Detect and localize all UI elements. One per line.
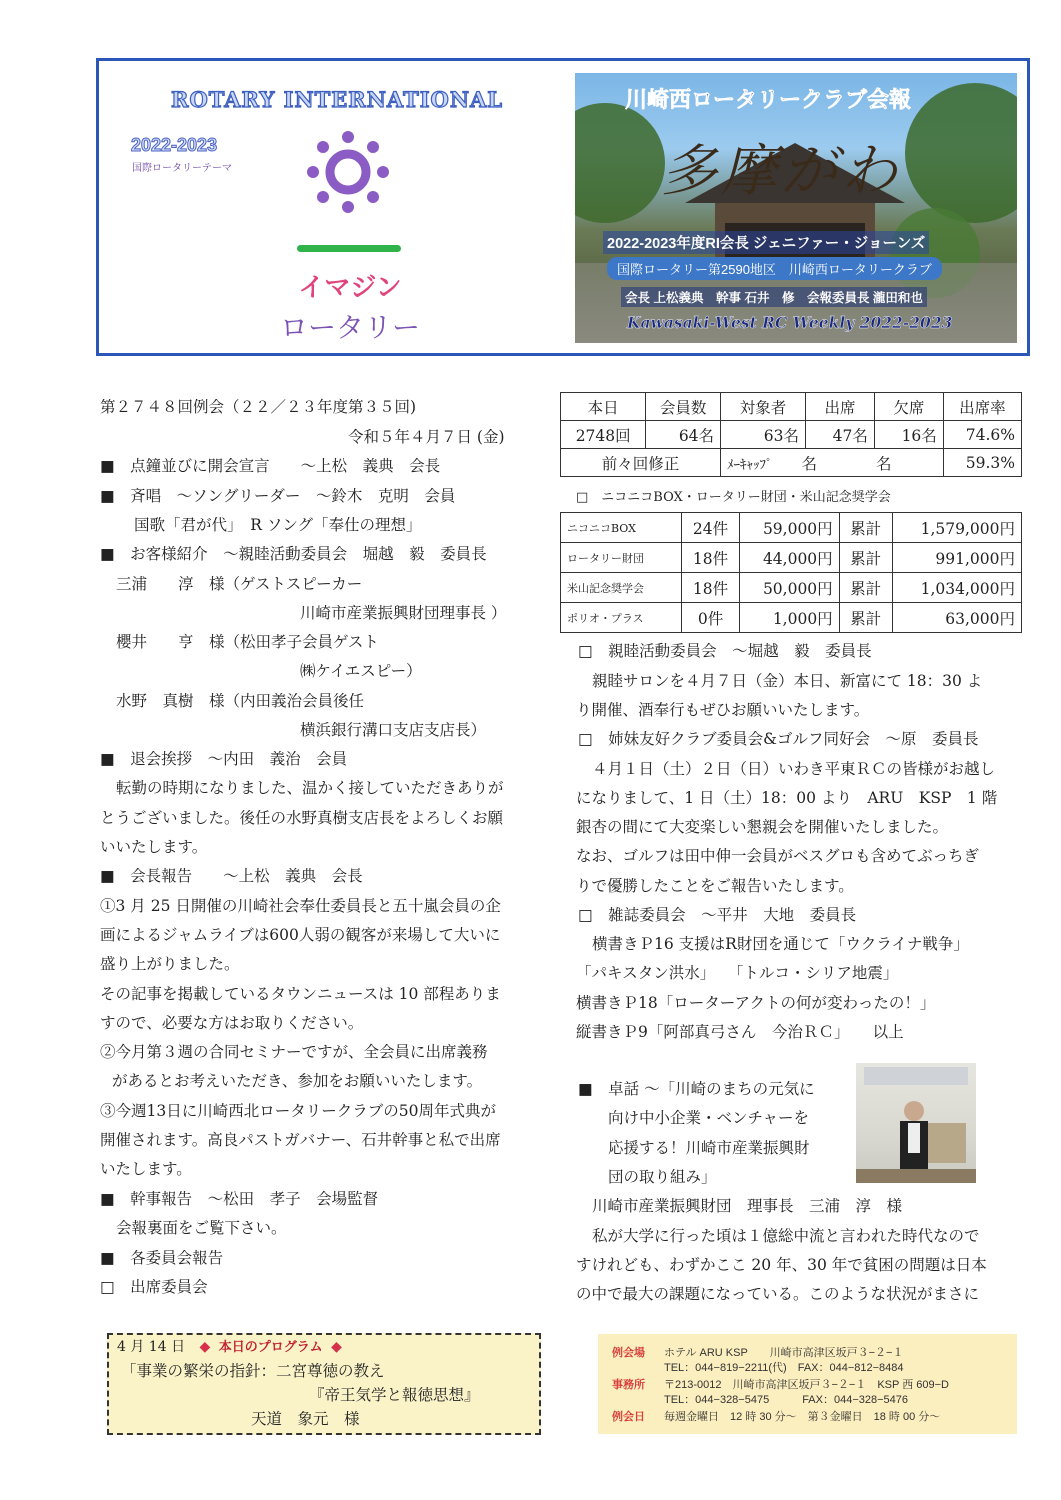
day-key: 例会日 xyxy=(612,1411,645,1423)
talk-title: 団の取り組み」 xyxy=(608,1168,717,1186)
right-line: □ 雑誌委員会 ～平井 大地 委員長 xyxy=(578,906,857,924)
right-line: □ 姉妹友好クラブ委員会&ゴルフ同好会 ～原 委員長 xyxy=(578,730,979,748)
ri-theme-label: 国際ロータリーテーマ xyxy=(132,163,232,174)
left-line: ■ 斉唱 ～ソングリーダー ～鈴木 克明 会員 xyxy=(100,487,456,505)
left-line: 国歌「君が代」 R ソング「奉仕の理想」 xyxy=(134,516,422,534)
venue-line: ホテル ARU KSP 川崎市高津区坂戸３−２−１ xyxy=(664,1347,904,1359)
talk-body: 私が大学に行った頃は１億総中流と言われた時代なので xyxy=(592,1227,980,1245)
left-line: とうございました。後任の水野真樹支店長をよろしくお願 xyxy=(100,809,504,827)
table-cell: 63名 xyxy=(721,421,806,449)
donation-amount: 1,000円 xyxy=(740,603,840,633)
right-line: ４月１日（土）２日（日）いわき平東ＲＣの皆様がお越し xyxy=(592,760,996,778)
right-line: りで優勝したことをご報告いたします。 xyxy=(576,877,854,895)
diamond-icon: ◆ xyxy=(331,1339,342,1355)
donation-count: 18件 xyxy=(682,543,740,573)
left-line: 会報裏面をご覧下さい。 xyxy=(116,1219,287,1237)
left-line: があるとお考えいただき、参加をお願いいたします。 xyxy=(112,1072,483,1090)
right-line: 「パキスタン洪水」 「トルコ・シリア地震」 xyxy=(576,964,899,982)
program-header xyxy=(117,1337,342,1358)
donation-total: 1,579,000円 xyxy=(892,513,1021,543)
makeup-unit: 名 xyxy=(875,454,892,473)
table-header: 出席 xyxy=(806,393,875,421)
right-line: 親睦サロンを４月７日（金）本日、新富にて 18：30 よ xyxy=(592,672,983,690)
table-cell: 2748回 xyxy=(561,421,646,449)
district-line: 国際ロータリー第2590地区 川崎西ロータリークラブ xyxy=(607,257,942,280)
table-cell: 74.6% xyxy=(943,421,1021,449)
donation-name: ニコニコBOX xyxy=(561,513,682,543)
left-line: 川崎市産業振興財団理事長 ） xyxy=(300,604,507,622)
diamond-icon: ◆ xyxy=(199,1339,211,1355)
donations-table xyxy=(560,512,1022,633)
left-line: ①3 月 25 日開催の川崎社会奉仕委員長と五十嵐会員の企 xyxy=(100,897,501,915)
left-line: ■ 退会挨拶 ～内田 義治 会員 xyxy=(100,750,348,768)
meeting-number: 第２７４８回例会（２２／２３年度第３５回) xyxy=(100,398,417,416)
program-box xyxy=(107,1333,541,1435)
left-line: 水野 真樹 様（内田義治会員後任 xyxy=(116,692,365,710)
left-line: 横浜銀行溝口支店支店長） xyxy=(300,721,487,739)
donation-name: ロータリー財団 xyxy=(561,543,682,573)
program-date: 4 月 14 日 xyxy=(117,1339,186,1355)
left-line: 転勤の時期になりました、温かく接していただきありが xyxy=(116,779,504,797)
donation-amount: 59,000円 xyxy=(740,513,840,543)
left-line: 画によるジャムライブは600人弱の観客が来場して大いに xyxy=(100,926,501,944)
talk-body: すけれども、わずかここ 20 年、30 年で貧困の問題は日本 xyxy=(576,1256,987,1274)
table-row xyxy=(561,543,1022,573)
program-speaker: 天道 象元 様 xyxy=(251,1410,360,1428)
donation-amount: 50,000円 xyxy=(740,573,840,603)
donation-name: 米山記念奨学会 xyxy=(561,573,682,603)
table-row xyxy=(561,421,1022,449)
left-line: ③今週13日に川崎西北ロータリークラブの50周年式典が xyxy=(100,1102,496,1120)
attendance-table xyxy=(560,392,1022,477)
right-line: 縦書きＰ9「阿部真弓さん 今治ＲＣ」 以上 xyxy=(576,1023,904,1041)
left-line: ㈱ケイエスピー） xyxy=(300,662,422,680)
table-cell: 47名 xyxy=(806,421,875,449)
right-line: 銀杏の間にて大変楽しい懇親会を開催いたしました。 xyxy=(576,818,949,836)
left-line: □ 出席委員会 xyxy=(100,1278,208,1296)
donation-total: 991,000円 xyxy=(892,543,1021,573)
left-line: ■ 幹事報告 ～松田 孝子 会場監督 xyxy=(100,1190,379,1208)
office-key: 事務所 xyxy=(612,1379,645,1391)
header-photo xyxy=(575,73,1017,343)
masthead xyxy=(96,58,1030,356)
makeup-unit: 名 xyxy=(801,454,817,473)
club-bulletin-title: 川崎西ロータリークラブ会報 xyxy=(625,87,912,112)
donation-count: 18件 xyxy=(682,573,740,603)
left-line: ■ 会長報告 ～上松 義典 会長 xyxy=(100,867,363,885)
speaker-line: 川崎市産業振興財団 理事長 三浦 淳 様 xyxy=(592,1197,903,1215)
imagine-text: イマジン xyxy=(298,272,402,302)
table-header: 本日 xyxy=(561,393,646,421)
table-row xyxy=(561,449,1022,477)
table-cell: 64名 xyxy=(646,421,721,449)
talk-title: 向け中小企業・ベンチャーを xyxy=(608,1109,810,1127)
left-line: すので、必要な方はお取りください。 xyxy=(100,1014,364,1032)
rotary-text: ロータリー xyxy=(279,312,420,343)
table-header: 出席率 xyxy=(943,393,1021,421)
ri-president-line: 2022-2023年度RI会長 ジェニファー・ジョーンズ xyxy=(603,231,929,254)
program-line1: 「事業の繁栄の指針：二宮尊徳の教え xyxy=(121,1362,385,1380)
table-header: 会員数 xyxy=(646,393,721,421)
right-line: になりまして、1 日（土）18：00 より ARU KSP 1 階 xyxy=(576,789,998,807)
left-line: 櫻井 亨 様（松田孝子会員ゲスト xyxy=(116,633,379,651)
program-label: 本日のプログラム xyxy=(218,1340,323,1355)
left-line: ■ 各委員会報告 xyxy=(100,1249,224,1267)
table-row xyxy=(561,573,1022,603)
right-line: 横書きＰ16 支援はR財団を通じて「ウクライナ戦争」 xyxy=(592,935,969,953)
speaker-photo xyxy=(856,1063,976,1183)
green-bar xyxy=(297,245,401,252)
table-row xyxy=(561,513,1022,543)
left-line: 盛り上がりました。 xyxy=(100,955,240,973)
donation-label: 累計 xyxy=(839,513,892,543)
donation-name: ポリオ・プラス xyxy=(561,603,682,633)
table-row xyxy=(561,393,1022,421)
program-line2: 『帝王気学と報徳思想』 xyxy=(309,1386,480,1404)
table-header: 対象者 xyxy=(721,393,806,421)
talk-body: の中で最大の課題になっている。このような状況がまさに xyxy=(576,1285,980,1303)
correction-label: 前々回修正 xyxy=(561,449,721,477)
left-line: その記事を掲載しているタウンニュースは 10 部程ありま xyxy=(100,985,501,1003)
makeup-cell xyxy=(721,449,944,477)
donation-label: 累計 xyxy=(839,603,892,633)
venue-key: 例会場 xyxy=(612,1347,645,1359)
donation-amount: 44,000円 xyxy=(740,543,840,573)
left-line: いいたします。 xyxy=(100,838,208,856)
right-line: □ 親睦活動委員会 ～堀越 毅 委員長 xyxy=(578,642,872,660)
donation-count: 24件 xyxy=(682,513,740,543)
left-line: いたします。 xyxy=(100,1160,192,1178)
left-line: ■ お客様紹介 ～親睦活動委員会 堀越 毅 委員長 xyxy=(100,545,487,563)
office-tel: TEL：044−328−5475 FAX：044−328−5476 xyxy=(664,1394,909,1406)
venue-tel: TEL：044−819−2211(代) FAX：044−812−8484 xyxy=(664,1362,904,1374)
donations-title: □ ニコニコBOX・ロータリー財団・米山記念奨学会 xyxy=(576,490,891,505)
officers-line: 会長 上松義典 幹事 石井 修 会報委員長 瀧田和也 xyxy=(621,287,927,307)
donation-count: 0件 xyxy=(682,603,740,633)
donation-total: 63,000円 xyxy=(892,603,1021,633)
ri-years: 2022-2023 xyxy=(131,135,218,155)
left-line: 開催されます。高良パストガバナー、石井幹事と私で出席 xyxy=(100,1131,501,1149)
donation-label: 累計 xyxy=(839,543,892,573)
donation-total: 1,034,000円 xyxy=(892,573,1021,603)
meeting-day: 毎週金曜日 12 時 30 分～ 第３金曜日 18 時 00 分～ xyxy=(664,1411,941,1423)
donation-label: 累計 xyxy=(839,573,892,603)
bulletin-script-title: 多摩がわ xyxy=(661,139,901,204)
left-line: ■ 点鐘並びに開会宣言 ～上松 義典 会長 xyxy=(100,457,441,475)
footer-info-box xyxy=(598,1334,1017,1434)
table-row xyxy=(561,603,1022,633)
right-line: り開催、酒奉行もぜひお願いいたします。 xyxy=(576,701,870,719)
talk-title: 応援する！川崎市産業振興財 xyxy=(608,1139,810,1157)
table-cell: 16名 xyxy=(874,421,943,449)
right-line: 横書きＰ18「ローターアクトの何が変わったの！」 xyxy=(576,994,936,1012)
meeting-date: 令和５年４月７日 (金) xyxy=(348,428,505,446)
left-line: ②今月第３週の合同セミナーですが、全会員に出席義務 xyxy=(100,1043,488,1061)
left-line: 三浦 淳 様（ゲストスピーカー xyxy=(116,575,363,593)
talk-title: ■ 卓話 ～「川崎のまちの元気に xyxy=(578,1080,815,1098)
makeup-label: ﾒｰｷｬｯﾌﾟ xyxy=(727,457,773,473)
table-header: 欠席 xyxy=(874,393,943,421)
rotary-imagine-logo-icon xyxy=(303,127,393,217)
correction-rate: 59.3% xyxy=(943,449,1021,477)
office-line: 〒213-0012 川崎市高津区坂戸３−２−１ KSP 西 609−D xyxy=(664,1379,949,1391)
weekly-title: Kawasaki-West RC Weekly 2022-2023 xyxy=(627,313,953,332)
speaker-photo-icon xyxy=(856,1063,976,1183)
ri-title: ROTARY INTERNATIONAL xyxy=(171,87,504,112)
right-line: なお、ゴルフは田中伸一会員がベスグロも含めてぶっちぎ xyxy=(576,847,980,865)
